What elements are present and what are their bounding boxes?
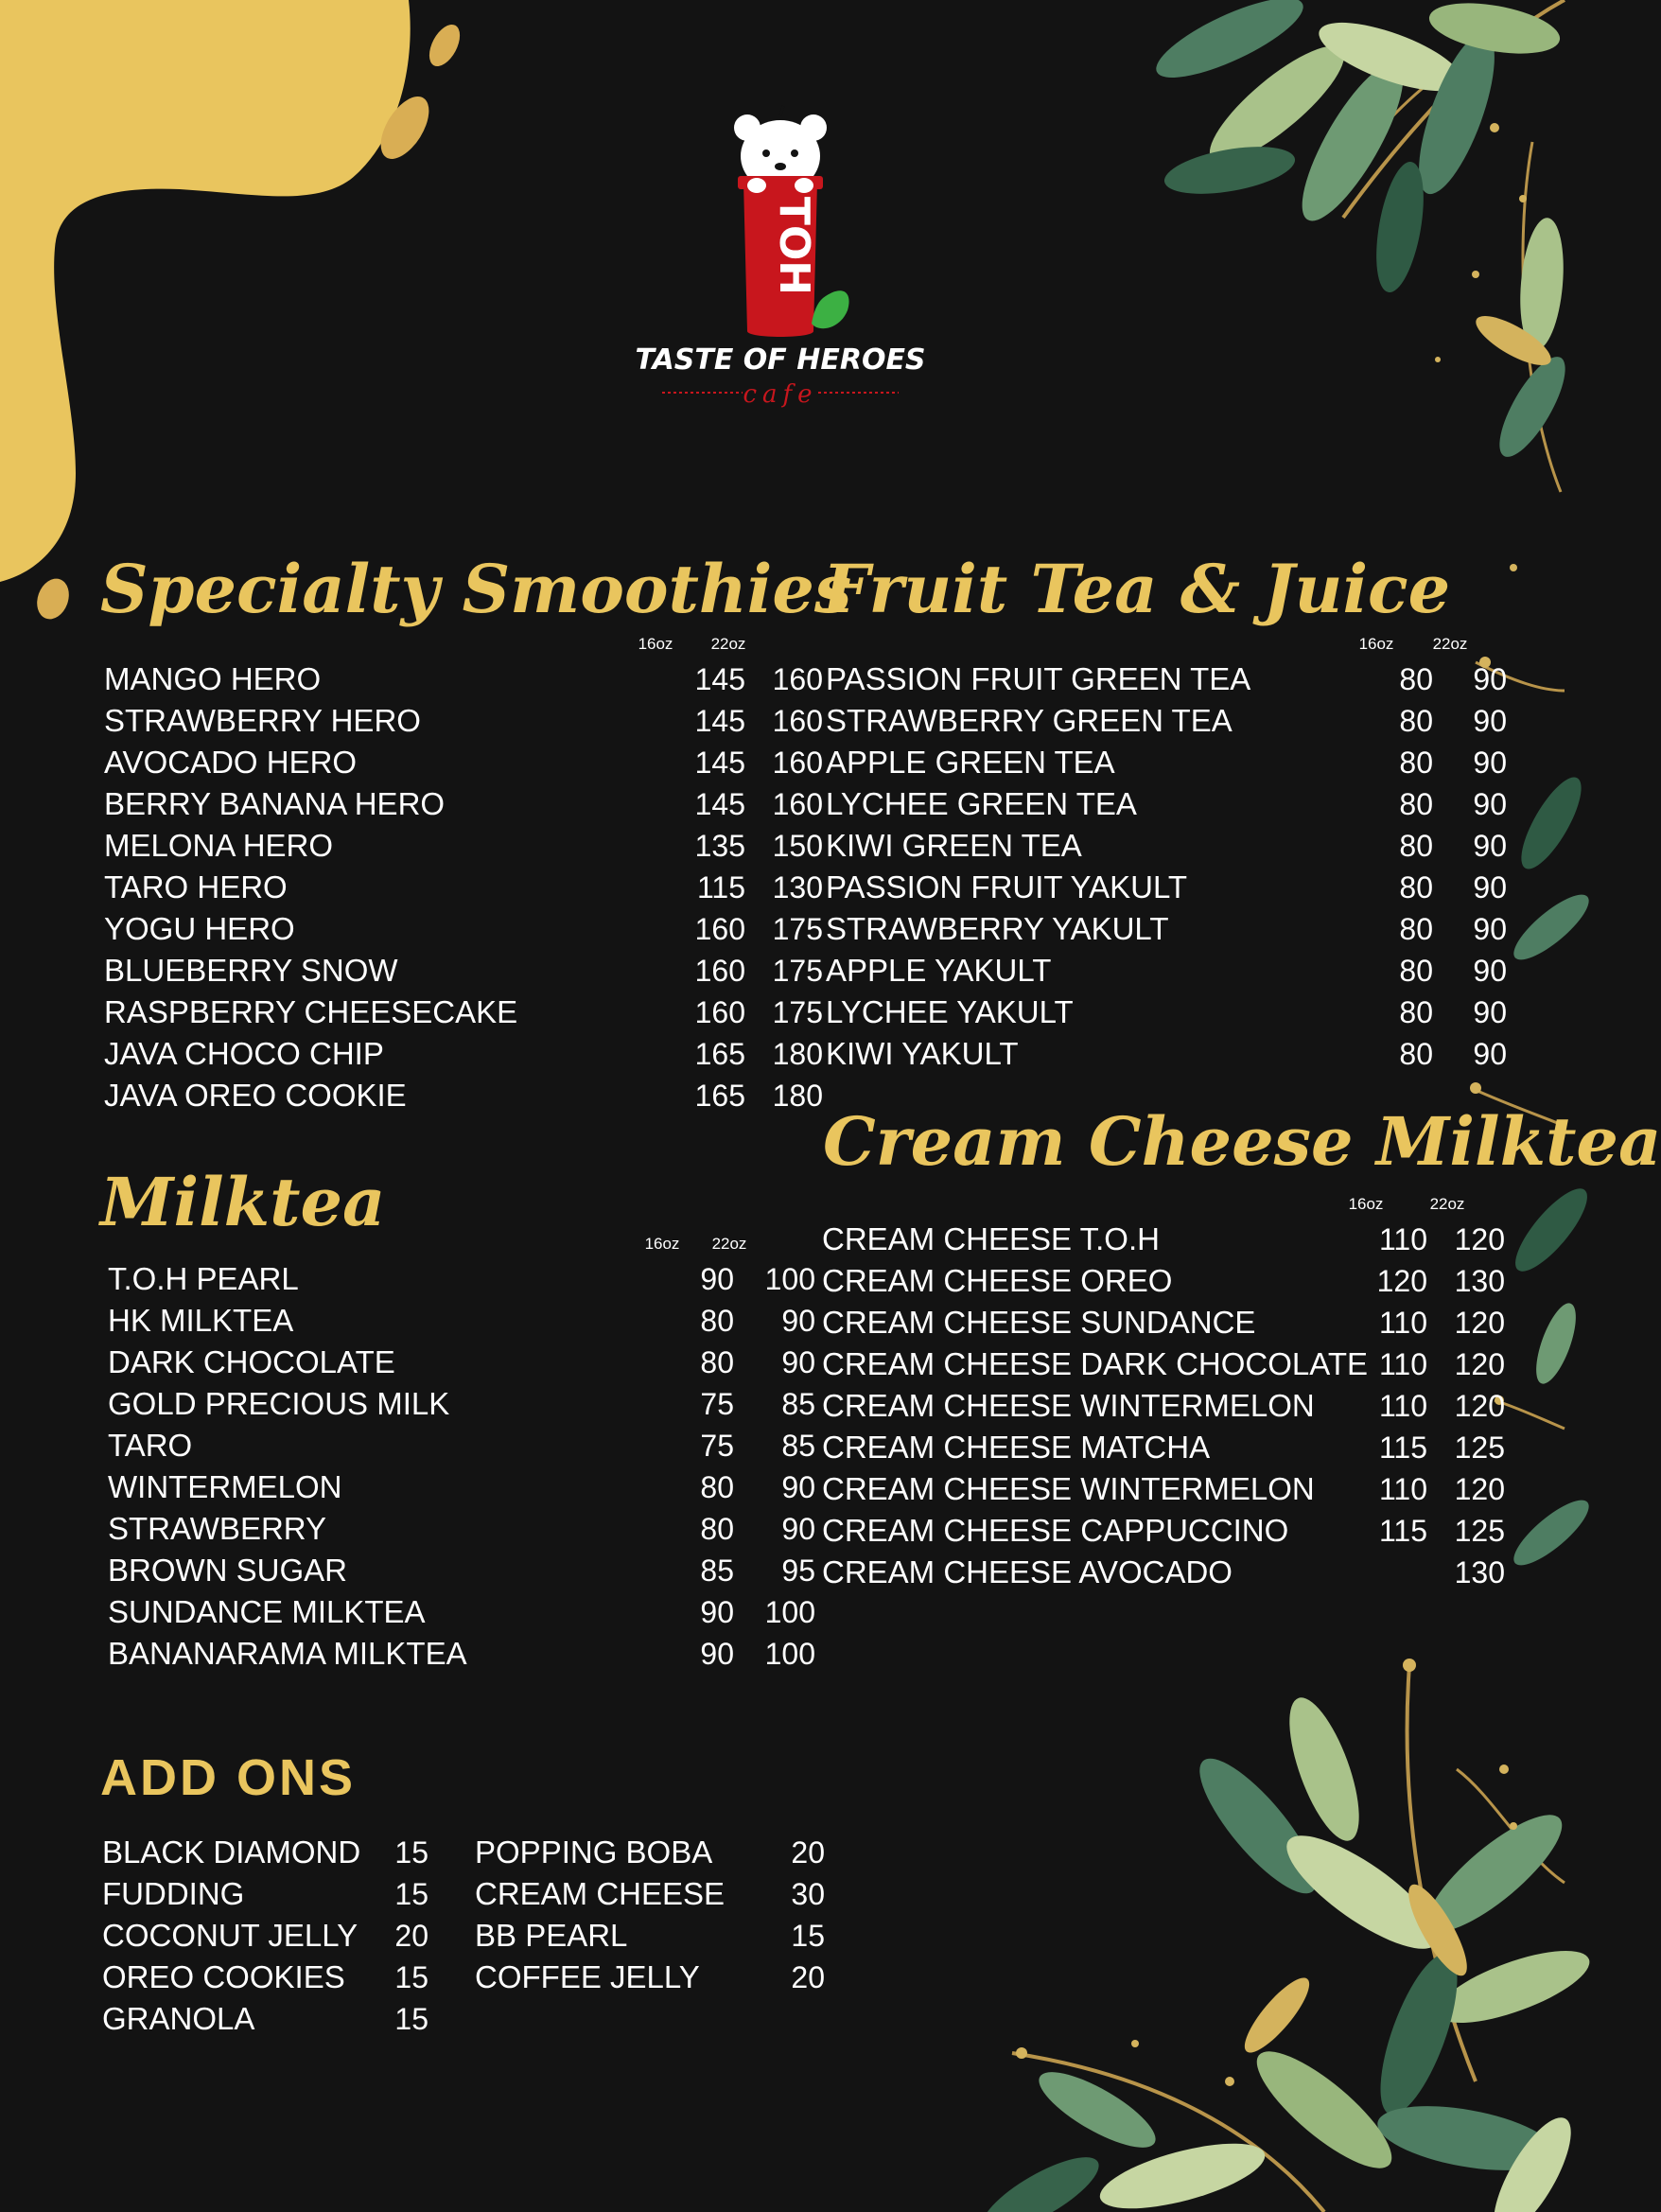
menu-item-row: [475, 1915, 825, 1957]
leaves-bottom-right-icon: [972, 1659, 1597, 2212]
menu-item-price-16oz: 85: [700, 1554, 734, 1588]
menu-item-row: [108, 1425, 815, 1466]
menu-item-row: [826, 658, 1507, 700]
menu-item-name: APPLE YAKULT: [826, 953, 1052, 988]
menu-item-price-16oz: 80: [1399, 954, 1433, 988]
menu-item-price-16oz: 80: [700, 1470, 734, 1504]
menu-item-price-22oz: 120: [1454, 1389, 1505, 1423]
menu-item-price-22oz: 90: [1473, 787, 1507, 821]
milktea-title: Milktea: [100, 1163, 386, 1241]
menu-item-name: CREAM CHEESE T.O.H: [822, 1221, 1160, 1256]
cream-cheese-milktea-title: Cream Cheese Milktea: [823, 1102, 1661, 1181]
menu-item-price-22oz: 180: [772, 1079, 823, 1113]
menu-item-row: [826, 742, 1507, 783]
menu-item-row: [822, 1427, 1503, 1468]
menu-item-row: [104, 700, 823, 742]
menu-item-price-22oz: 100: [764, 1637, 815, 1671]
menu-item-price-16oz: 80: [700, 1304, 734, 1338]
menu-item-name: JAVA OREO COOKIE: [104, 1078, 407, 1113]
menu-item-price-16oz: 135: [694, 829, 745, 863]
menu-item-name: AVOCADO HERO: [104, 745, 358, 780]
brand-name: TASTE OF HEROES: [635, 343, 926, 377]
menu-item-price-22oz: 120: [1454, 1472, 1505, 1506]
smoothies-list: [104, 658, 823, 1116]
menu-item-price-16oz: 75: [700, 1429, 734, 1463]
menu-item-price-16oz: 80: [1399, 704, 1433, 738]
menu-item-price-16oz: 80: [1399, 746, 1433, 780]
add-ons-left-list: [102, 1832, 443, 2040]
menu-item-price-16oz: 90: [700, 1595, 734, 1629]
add-ons-right-list: [475, 1832, 825, 1998]
menu-item-name: CREAM CHEESE OREO: [822, 1263, 1173, 1298]
menu-item-price-22oz: 90: [1473, 704, 1507, 738]
menu-item-row: [108, 1300, 815, 1342]
menu-item-price: 20: [791, 1835, 825, 1870]
menu-item-price: 15: [394, 1960, 428, 1994]
menu-item-price-22oz: 90: [1473, 829, 1507, 863]
menu-item-row: [104, 992, 823, 1033]
menu-item-row: [108, 1633, 815, 1675]
menu-item-row: [108, 1550, 815, 1591]
menu-item-price-22oz: 160: [772, 662, 823, 696]
menu-item-price-16oz: 145: [694, 787, 745, 821]
menu-item-row: [475, 1873, 825, 1915]
milktea-size-small-header: 16oz: [644, 1235, 680, 1253]
menu-item-price: 15: [394, 1877, 428, 1911]
menu-item-name: KIWI YAKULT: [826, 1036, 1019, 1071]
menu-item-row: [826, 783, 1507, 825]
menu-item-price-16oz: 90: [700, 1637, 734, 1671]
menu-item-price-16oz: 160: [694, 995, 745, 1029]
menu-item-price: 15: [394, 1835, 428, 1870]
menu-item-price-22oz: 90: [1473, 870, 1507, 904]
menu-item-row: [475, 1957, 825, 1998]
menu-item-row: [108, 1383, 815, 1425]
menu-item-price: 20: [791, 1960, 825, 1994]
menu-item-price-22oz: 160: [772, 746, 823, 780]
menu-item-name: STRAWBERRY GREEN TEA: [826, 703, 1233, 738]
menu-item-price-22oz: 100: [764, 1262, 815, 1296]
menu-item-price-22oz: 175: [772, 912, 823, 946]
menu-item-name: CREAM CHEESE WINTERMELON: [822, 1388, 1315, 1423]
smoothies-size-large-header: 22oz: [710, 635, 746, 653]
menu-item-name: BANANARAMA MILKTEA: [108, 1636, 467, 1671]
menu-item-price-16oz: 80: [1399, 787, 1433, 821]
menu-item-name: BLUEBERRY SNOW: [104, 953, 398, 988]
menu-item-price-16oz: 115: [1378, 1431, 1427, 1465]
menu-item-price-16oz: 165: [694, 1037, 745, 1071]
menu-item-price-22oz: 90: [1473, 746, 1507, 780]
menu-item-row: [104, 658, 823, 700]
milktea-size-large-header: 22oz: [711, 1235, 747, 1253]
menu-item-row: [826, 950, 1507, 992]
menu-item-row: [108, 1591, 815, 1633]
menu-item-price-16oz: 80: [1399, 912, 1433, 946]
menu-item-row: [826, 825, 1507, 867]
menu-item-name: KIWI GREEN TEA: [826, 828, 1082, 863]
bear-cup-logo-icon: [624, 104, 936, 426]
menu-item-name: GOLD PRECIOUS MILK: [108, 1386, 450, 1421]
menu-item-price-22oz: 90: [781, 1470, 815, 1504]
menu-item-price-16oz: 75: [700, 1387, 734, 1421]
menu-item-price-22oz: 90: [1473, 954, 1507, 988]
menu-item-name: YOGU HERO: [104, 911, 295, 946]
menu-item-row: [826, 700, 1507, 742]
menu-item-price-22oz: 130: [1454, 1555, 1505, 1589]
menu-item-price-22oz: 125: [1454, 1431, 1505, 1465]
menu-item-row: [104, 783, 823, 825]
menu-item-row: [826, 992, 1507, 1033]
menu-item-name: TARO: [108, 1428, 193, 1463]
menu-item-price-22oz: 130: [1454, 1264, 1505, 1298]
menu-item-price-16oz: 160: [694, 954, 745, 988]
menu-item-row: [822, 1468, 1503, 1510]
gold-blob-shape: [0, 0, 411, 582]
menu-item-price-16oz: 165: [694, 1079, 745, 1113]
menu-item-price-16oz: 160: [694, 912, 745, 946]
menu-item-price-22oz: 90: [781, 1304, 815, 1338]
gold-dot-1: [423, 20, 465, 72]
menu-item-price-16oz: 110: [1378, 1306, 1427, 1340]
cream-cheese-list: [822, 1219, 1503, 1593]
cream-cheese-size-small-header: 16oz: [1348, 1195, 1384, 1213]
menu-item-price-16oz: 80: [700, 1512, 734, 1546]
specialty-smoothies-title: Specialty Smoothies: [100, 550, 852, 628]
menu-item-price-16oz: 80: [1399, 1037, 1433, 1071]
menu-item-name: GRANOLA: [102, 2001, 255, 2036]
menu-item-price-16oz: 80: [1399, 870, 1433, 904]
menu-item-name: APPLE GREEN TEA: [826, 745, 1115, 780]
menu-item-name: COCONUT JELLY: [102, 1918, 358, 1953]
menu-item-name: PASSION FRUIT YAKULT: [826, 869, 1188, 904]
menu-item-name: CREAM CHEESE MATCHA: [822, 1430, 1211, 1465]
menu-item-row: [104, 908, 823, 950]
menu-item-price-22oz: 85: [781, 1429, 815, 1463]
milktea-list: [108, 1258, 815, 1675]
menu-item-price-22oz: 160: [772, 787, 823, 821]
brand-logo: [624, 104, 936, 426]
menu-item-name: CREAM CHEESE: [475, 1876, 726, 1911]
menu-item-name: BERRY BANANA HERO: [104, 786, 446, 821]
menu-item-price-16oz: 80: [700, 1345, 734, 1379]
menu-item-row: [822, 1385, 1503, 1427]
menu-item-name: CREAM CHEESE SUNDANCE: [822, 1305, 1256, 1340]
menu-item-price-16oz: 115: [696, 870, 745, 904]
menu-item-name: STRAWBERRY HERO: [104, 703, 421, 738]
menu-item-row: [822, 1260, 1503, 1302]
menu-item-price-16oz: 120: [1376, 1264, 1427, 1298]
fruit-tea-juice-title: Fruit Tea & Juice: [823, 550, 1451, 628]
menu-item-row: [822, 1343, 1503, 1385]
gold-dot-3: [31, 574, 74, 623]
menu-item-name: T.O.H PEARL: [108, 1261, 299, 1296]
menu-item-row: [826, 867, 1507, 908]
menu-item-price-16oz: 80: [1399, 829, 1433, 863]
menu-item-price-22oz: 160: [772, 704, 823, 738]
menu-item-name: CREAM CHEESE WINTERMELON: [822, 1471, 1315, 1506]
menu-item-name: DARK CHOCOLATE: [108, 1344, 395, 1379]
menu-item-name: LYCHEE GREEN TEA: [826, 786, 1137, 821]
menu-item-name: SUNDANCE MILKTEA: [108, 1594, 426, 1629]
menu-item-name: HK MILKTEA: [108, 1303, 294, 1338]
menu-item-price-22oz: 90: [1473, 995, 1507, 1029]
menu-item-row: [104, 1033, 823, 1075]
menu-item-row: [822, 1552, 1503, 1593]
menu-item-name: CREAM CHEESE DARK CHOCOLATE: [822, 1346, 1368, 1381]
menu-item-price-22oz: 150: [772, 829, 823, 863]
menu-item-name: LYCHEE YAKULT: [826, 994, 1074, 1029]
menu-item-name: BB PEARL: [475, 1918, 628, 1953]
menu-item-name: MELONA HERO: [104, 828, 334, 863]
brand-tagline: cafe: [743, 380, 818, 409]
menu-item-price: 20: [394, 1919, 428, 1953]
add-ons-title: ADD ONS: [100, 1749, 357, 1806]
menu-item-name: CREAM CHEESE CAPPUCCINO: [822, 1513, 1289, 1548]
menu-item-name: JAVA CHOCO CHIP: [104, 1036, 384, 1071]
menu-item-name: POPPING BOBA: [475, 1835, 713, 1870]
menu-item-price: 30: [791, 1877, 825, 1911]
menu-item-name: STRAWBERRY YAKULT: [826, 911, 1169, 946]
menu-item-price-16oz: 80: [1399, 995, 1433, 1029]
fruit-tea-list: [826, 658, 1507, 1075]
menu-item-row: [822, 1219, 1503, 1260]
menu-item-price-22oz: 175: [772, 954, 823, 988]
menu-item-price-22oz: 100: [764, 1595, 815, 1629]
menu-item-price-22oz: 90: [1473, 662, 1507, 696]
menu-item-price-22oz: 90: [1473, 912, 1507, 946]
menu-item-row: [102, 1915, 443, 1957]
menu-item-row: [826, 908, 1507, 950]
menu-item-row: [104, 742, 823, 783]
menu-item-row: [108, 1508, 815, 1550]
menu-item-price-22oz: 175: [772, 995, 823, 1029]
menu-item-price-22oz: 95: [781, 1554, 815, 1588]
menu-item-row: [108, 1342, 815, 1383]
menu-item-name: COFFEE JELLY: [475, 1959, 700, 1994]
menu-item-row: [104, 825, 823, 867]
menu-item-price-16oz: 115: [1378, 1514, 1427, 1548]
menu-item-row: [826, 1033, 1507, 1075]
menu-item-row: [102, 1998, 443, 2040]
logo-letters: TOH: [770, 196, 818, 296]
menu-item-price: 15: [394, 2002, 428, 2036]
menu-item-row: [104, 867, 823, 908]
menu-item-name: CREAM CHEESE AVOCADO: [822, 1554, 1233, 1589]
menu-item-price-16oz: 145: [694, 704, 745, 738]
menu-item-row: [102, 1873, 443, 1915]
cream-cheese-size-large-header: 22oz: [1429, 1195, 1465, 1213]
menu-item-name: STRAWBERRY: [108, 1511, 327, 1546]
menu-item-row: [104, 1075, 823, 1116]
menu-item-name: MANGO HERO: [104, 661, 322, 696]
menu-item-price-22oz: 90: [781, 1512, 815, 1546]
menu-item-name: BROWN SUGAR: [108, 1553, 348, 1588]
menu-item-price-22oz: 125: [1454, 1514, 1505, 1548]
menu-item-price-22oz: 90: [1473, 1037, 1507, 1071]
menu-item-name: RASPBERRY CHEESECAKE: [104, 994, 518, 1029]
menu-item-price-22oz: 130: [772, 870, 823, 904]
menu-item-price-22oz: 85: [781, 1387, 815, 1421]
menu-item-row: [102, 1957, 443, 1998]
menu-item-row: [108, 1258, 815, 1300]
menu-item-row: [475, 1832, 825, 1873]
menu-item-price-16oz: 110: [1378, 1222, 1427, 1256]
menu-item-name: WINTERMELON: [108, 1469, 342, 1504]
menu-item-name: PASSION FRUIT GREEN TEA: [826, 661, 1251, 696]
fruit-tea-size-large-header: 22oz: [1432, 635, 1468, 653]
menu-item-price-16oz: 145: [694, 746, 745, 780]
menu-item-price-22oz: 90: [781, 1345, 815, 1379]
menu-item-price-16oz: 80: [1399, 662, 1433, 696]
menu-item-price-22oz: 180: [772, 1037, 823, 1071]
smoothies-size-small-header: 16oz: [638, 635, 673, 653]
menu-item-row: [104, 950, 823, 992]
menu-item-row: [822, 1302, 1503, 1343]
menu-item-name: FUDDING: [102, 1876, 245, 1911]
menu-item-price-16oz: 110: [1378, 1472, 1427, 1506]
menu-item-row: [822, 1510, 1503, 1552]
menu-item-row: [102, 1832, 443, 1873]
menu-item-price-16oz: 90: [700, 1262, 734, 1296]
menu-item-price-22oz: 120: [1454, 1222, 1505, 1256]
menu-item-price-22oz: 120: [1454, 1306, 1505, 1340]
menu-item-price: 15: [791, 1919, 825, 1953]
menu-item-row: [108, 1466, 815, 1508]
menu-item-price-16oz: 145: [694, 662, 745, 696]
fruit-tea-size-small-header: 16oz: [1358, 635, 1394, 653]
menu-item-price-16oz: 110: [1378, 1389, 1427, 1423]
menu-item-price-22oz: 120: [1454, 1347, 1505, 1381]
menu-item-name: OREO COOKIES: [102, 1959, 345, 1994]
menu-item-name: TARO HERO: [104, 869, 288, 904]
menu-item-price-16oz: 110: [1378, 1347, 1427, 1381]
menu-item-name: BLACK DIAMOND: [102, 1835, 361, 1870]
leaves-top-right-icon: [1147, 0, 1577, 571]
